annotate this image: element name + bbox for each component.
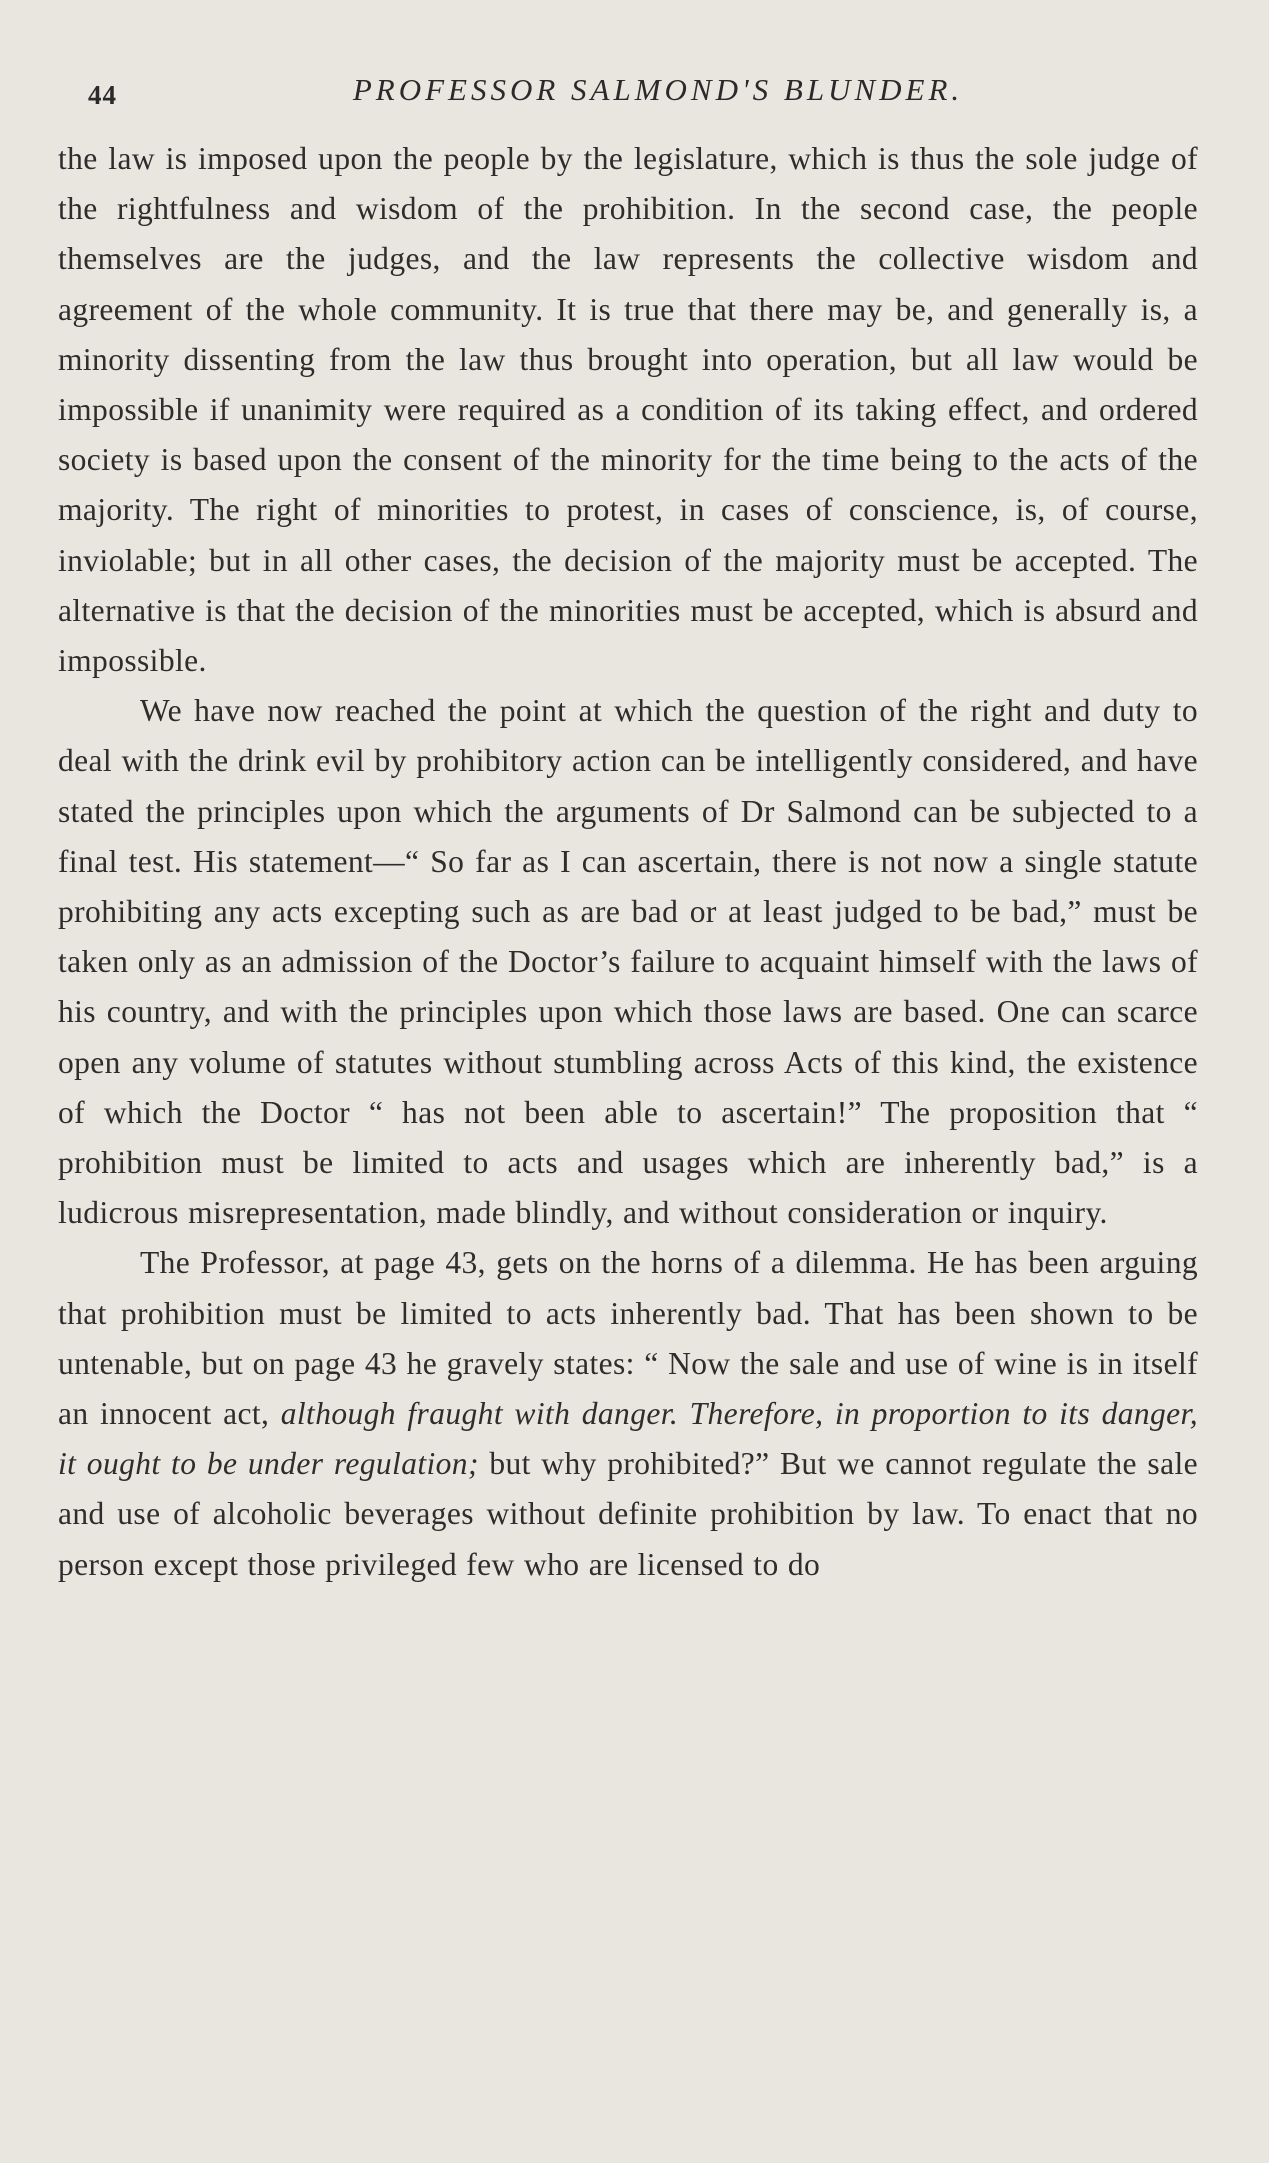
paragraph-text: the law is imposed upon the people by the legislature, which is thus the sole judge of the rightfulness and wisdom of the prohibition. In the second case, the people themselves are the judges, and the law represents the collective wisdom and agreement of the whole community. It is true that there may be, and generally is, a minority dissenting from the law thus brought into operation, but all law would be impossible if unanimity were required as a condition of its taking effect, and ordered society is based upon the consent of the minority for the time being to the acts of the majority. The right of minorities to protest, in cases of conscience, is, of course, inviolable; but in all other cases, the decision of the majority must be accepted. The alternative is that the decision of the minorities must be accepted, which is absurd and impossible. — [58, 141, 1198, 679]
paragraph-1 — [58, 134, 1198, 686]
page-header — [60, 72, 1196, 122]
running-title: PROFESSOR SALMOND'S BLUNDER. — [352, 72, 964, 107]
paragraph-2 — [58, 686, 1198, 1238]
page-number: 44 — [88, 80, 117, 110]
italic-quotation: although fraught with danger. Therefore, in proportion to its danger, it ought to be under regulation; — [58, 1396, 1198, 1482]
paragraph-text: but why prohibited?” But we cannot regulate the sale and use of alcoholic beverages without definite prohibition by law. To enact that no person except those privileged few who are licensed to do — [58, 1446, 1198, 1582]
paragraph-text: We have now reached the point at which the question of the right and duty to deal with the drink evil by prohibitory action can be intelligently considered, and have stated the principles upon which the arguments of Dr Salmond can be subjected to a final test. His statement—“ So far as I can ascertain, there is not now a single statute prohibiting any acts excepting such as are bad or at least judged to be bad,” must be taken only as an admission of the Doctor’s failure to acquaint himself with the laws of his country, and with the principles upon which those laws are based. One can scarce open any volume of statutes without stumbling across Acts of this kind, the existence of which the Doctor “ has not been able to ascertain!” The proposition that “ prohibition must be limited to acts and usages which are inherently bad,” is a ludicrous misrepresentation, made blindly, and without consideration or inquiry. — [58, 693, 1198, 1231]
paragraph-3 — [58, 1238, 1198, 1589]
paragraph-text: The Professor, at page 43, gets on the horns of a dilemma. He has been arguing that prohibition must be limited to acts inherently bad. That has been shown to be untenable, but on page 43 he gravely states: “ Now the sale and use of wine is in itself an innocent act, — [58, 1245, 1198, 1432]
body-text — [58, 134, 1198, 1590]
